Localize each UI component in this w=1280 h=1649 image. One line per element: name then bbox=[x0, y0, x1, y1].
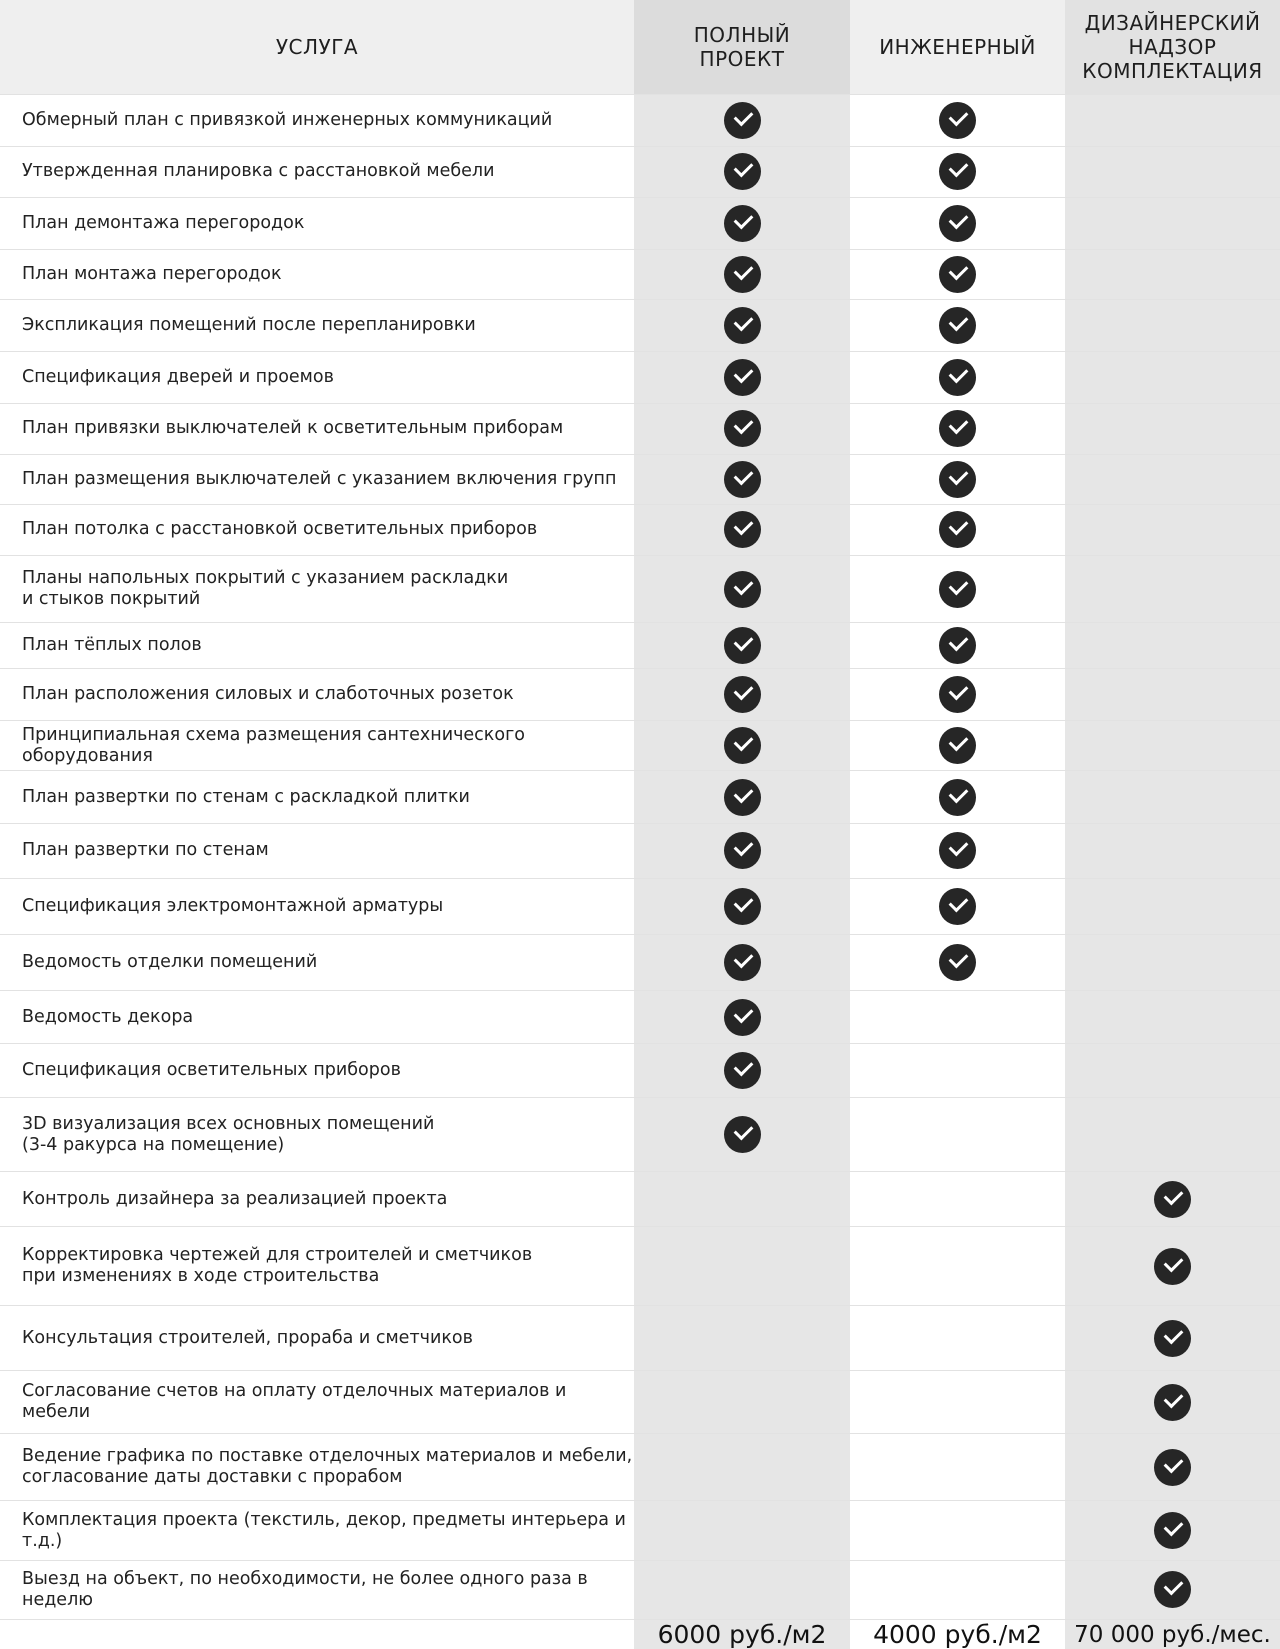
cell-engineering bbox=[850, 669, 1065, 721]
cell-full-project bbox=[634, 504, 850, 556]
cell-full-project bbox=[634, 622, 850, 668]
cell-full-project bbox=[634, 878, 850, 934]
cell-full-project bbox=[634, 249, 850, 300]
check-circle-icon bbox=[724, 102, 761, 139]
cell-supervision bbox=[1065, 771, 1280, 824]
cell-engineering bbox=[850, 146, 1065, 198]
table-row bbox=[0, 824, 1280, 879]
cell-full-project bbox=[634, 1227, 850, 1306]
cell-full-project bbox=[634, 556, 850, 623]
service-name-line2: согласование даты доставки с прорабом bbox=[22, 1467, 403, 1488]
service-name-cell bbox=[0, 1044, 634, 1098]
service-name-cell bbox=[0, 990, 634, 1044]
check-circle-icon bbox=[724, 888, 761, 925]
cell-full-project bbox=[634, 455, 850, 504]
service-name-line1: План развертки по стенам bbox=[22, 840, 269, 861]
check-circle-icon bbox=[939, 888, 976, 925]
table-row bbox=[0, 1501, 1280, 1560]
service-name-cell bbox=[0, 669, 634, 721]
check-circle-icon bbox=[939, 307, 976, 344]
cell-supervision bbox=[1065, 95, 1280, 147]
cell-full-project bbox=[634, 146, 850, 198]
price-full-project: 6000 руб./м2 bbox=[634, 1620, 850, 1649]
cell-supervision bbox=[1065, 1305, 1280, 1371]
cell-supervision bbox=[1065, 1501, 1280, 1560]
service-name-cell bbox=[0, 1305, 634, 1371]
service-name-line1: Согласование счетов на оплату отделочных материалов и мебели bbox=[22, 1381, 567, 1423]
check-circle-icon bbox=[939, 627, 976, 664]
cell-full-project bbox=[634, 990, 850, 1044]
cell-supervision bbox=[1065, 1560, 1280, 1619]
table-row bbox=[0, 934, 1280, 990]
service-name-cell bbox=[0, 720, 634, 771]
service-name-cell bbox=[0, 403, 634, 455]
check-circle-icon bbox=[939, 461, 976, 498]
cell-full-project bbox=[634, 771, 850, 824]
service-name-cell bbox=[0, 622, 634, 668]
cell-engineering bbox=[850, 1172, 1065, 1227]
cell-engineering bbox=[850, 1433, 1065, 1501]
check-circle-icon bbox=[724, 571, 761, 608]
table-row bbox=[0, 300, 1280, 352]
service-name-cell bbox=[0, 455, 634, 504]
cell-supervision bbox=[1065, 351, 1280, 403]
cell-engineering bbox=[850, 1371, 1065, 1433]
cell-full-project bbox=[634, 1433, 850, 1501]
price-row bbox=[0, 1620, 1280, 1649]
service-name-cell bbox=[0, 1371, 634, 1433]
service-rows bbox=[0, 95, 1280, 1620]
service-name-line1: 3D визуализация всех основных помещений bbox=[22, 1113, 435, 1134]
table-row bbox=[0, 878, 1280, 934]
check-circle-icon bbox=[724, 1116, 761, 1153]
column-header-engineering-label: ИНЖЕНЕРНЫЙ bbox=[879, 35, 1036, 59]
table-row bbox=[0, 146, 1280, 198]
cell-engineering bbox=[850, 455, 1065, 504]
cell-engineering bbox=[850, 1501, 1065, 1560]
cell-supervision bbox=[1065, 622, 1280, 668]
service-name-cell bbox=[0, 249, 634, 300]
service-name-cell bbox=[0, 504, 634, 556]
cell-full-project bbox=[634, 934, 850, 990]
column-header-full-project bbox=[634, 0, 850, 95]
table-row bbox=[0, 95, 1280, 147]
check-circle-icon bbox=[1154, 1181, 1191, 1218]
check-circle-icon bbox=[724, 511, 761, 548]
check-circle-icon bbox=[1154, 1449, 1191, 1486]
cell-engineering bbox=[850, 1560, 1065, 1619]
table-row bbox=[0, 771, 1280, 824]
column-header-engineering bbox=[850, 0, 1065, 95]
service-name-cell bbox=[0, 878, 634, 934]
cell-full-project bbox=[634, 1044, 850, 1098]
cell-supervision bbox=[1065, 300, 1280, 352]
table-row bbox=[0, 1227, 1280, 1306]
check-circle-icon bbox=[939, 256, 976, 293]
service-name-cell bbox=[0, 771, 634, 824]
service-name-cell bbox=[0, 1433, 634, 1501]
service-name-cell bbox=[0, 95, 634, 147]
service-name-cell bbox=[0, 1501, 634, 1560]
service-name-line1: Контроль дизайнера за реализацией проекта bbox=[22, 1188, 448, 1209]
column-header-supervision-line3: КОМПЛЕКТАЦИЯ bbox=[1082, 59, 1263, 83]
service-name-cell bbox=[0, 146, 634, 198]
table-row bbox=[0, 504, 1280, 556]
price-row-label-cell bbox=[0, 1620, 634, 1649]
service-name-line1: План потолка с расстановкой осветительных приборов bbox=[22, 519, 538, 540]
service-name-cell bbox=[0, 300, 634, 352]
cell-full-project bbox=[634, 198, 850, 250]
table-row bbox=[0, 1433, 1280, 1501]
check-circle-icon bbox=[724, 944, 761, 981]
cell-supervision bbox=[1065, 669, 1280, 721]
cell-supervision bbox=[1065, 403, 1280, 455]
service-name-line1: Комплектация проекта (текстиль, декор, предметы интерьера и т.д.) bbox=[22, 1509, 626, 1551]
cell-full-project bbox=[634, 669, 850, 721]
service-name-line1: Спецификация электромонтажной арматуры bbox=[22, 895, 444, 916]
cell-supervision bbox=[1065, 1172, 1280, 1227]
cell-supervision bbox=[1065, 1371, 1280, 1433]
service-name-line1: Спецификация дверей и проемов bbox=[22, 366, 334, 387]
check-circle-icon bbox=[724, 1052, 761, 1089]
service-name-line2: (3-4 ракурса на помещение) bbox=[22, 1134, 285, 1155]
cell-supervision bbox=[1065, 1433, 1280, 1501]
cell-engineering bbox=[850, 934, 1065, 990]
table-row bbox=[0, 990, 1280, 1044]
service-name-cell bbox=[0, 198, 634, 250]
check-circle-icon bbox=[939, 410, 976, 447]
service-name-cell bbox=[0, 1172, 634, 1227]
check-circle-icon bbox=[939, 102, 976, 139]
check-circle-icon bbox=[939, 571, 976, 608]
check-circle-icon bbox=[724, 676, 761, 713]
service-name-line1: Корректировка чертежей для строителей и сметчиков bbox=[22, 1245, 533, 1266]
cell-full-project bbox=[634, 403, 850, 455]
cell-supervision bbox=[1065, 146, 1280, 198]
check-circle-icon bbox=[1154, 1248, 1191, 1285]
service-name-line1: Утвержденная планировка с расстановкой мебели bbox=[22, 161, 495, 182]
table-row bbox=[0, 455, 1280, 504]
service-name-line1: Принципиальная схема размещения сантехнического оборудования bbox=[22, 724, 525, 766]
service-name-line1: Ведение графика по поставке отделочных материалов и мебели, bbox=[22, 1446, 633, 1467]
cell-engineering bbox=[850, 771, 1065, 824]
service-name-line1: План привязки выключателей к осветительным приборам bbox=[22, 418, 564, 439]
column-header-service bbox=[0, 0, 634, 95]
table-row bbox=[0, 249, 1280, 300]
cell-full-project bbox=[634, 824, 850, 879]
price-supervision: 70 000 руб./мес. bbox=[1065, 1620, 1280, 1649]
cell-supervision bbox=[1065, 504, 1280, 556]
table-row bbox=[0, 1172, 1280, 1227]
table-row bbox=[0, 403, 1280, 455]
check-circle-icon bbox=[939, 153, 976, 190]
cell-engineering bbox=[850, 198, 1065, 250]
check-circle-icon bbox=[724, 832, 761, 869]
check-circle-icon bbox=[724, 461, 761, 498]
cell-supervision bbox=[1065, 1044, 1280, 1098]
service-name-cell bbox=[0, 1227, 634, 1306]
cell-supervision bbox=[1065, 249, 1280, 300]
check-circle-icon bbox=[724, 307, 761, 344]
check-circle-icon bbox=[1154, 1384, 1191, 1421]
check-circle-icon bbox=[1154, 1320, 1191, 1357]
cell-engineering bbox=[850, 824, 1065, 879]
cell-full-project bbox=[634, 1560, 850, 1619]
cell-supervision bbox=[1065, 556, 1280, 623]
column-header-supervision bbox=[1065, 0, 1280, 95]
table-row bbox=[0, 720, 1280, 771]
check-circle-icon bbox=[939, 727, 976, 764]
table-row bbox=[0, 1098, 1280, 1172]
table-row bbox=[0, 669, 1280, 721]
service-name-line1: Ведомость декора bbox=[22, 1006, 194, 1027]
column-header-service-label: УСЛУГА bbox=[275, 35, 359, 59]
table-row bbox=[0, 351, 1280, 403]
service-name-cell bbox=[0, 824, 634, 879]
column-header-supervision-line2: НАДЗОР bbox=[1128, 35, 1217, 59]
cell-full-project bbox=[634, 1172, 850, 1227]
check-circle-icon bbox=[724, 410, 761, 447]
service-name-line2: при изменениях в ходе строительства bbox=[22, 1266, 380, 1287]
price-engineering: 4000 руб./м2 bbox=[850, 1620, 1065, 1649]
check-circle-icon bbox=[1154, 1571, 1191, 1608]
service-name-line1: План развертки по стенам с раскладкой плитки bbox=[22, 786, 470, 807]
service-name-line1: Консультация строителей, прораба и сметчиков bbox=[22, 1327, 473, 1348]
service-name-line1: План монтажа перегородок bbox=[22, 264, 282, 285]
cell-engineering bbox=[850, 622, 1065, 668]
service-name-line1: План расположения силовых и слаботочных розеток bbox=[22, 683, 514, 704]
service-name-line1: План тёплых полов bbox=[22, 635, 202, 656]
service-name-line1: Ведомость отделки помещений bbox=[22, 951, 318, 972]
cell-engineering bbox=[850, 300, 1065, 352]
service-name-cell bbox=[0, 556, 634, 623]
table-header-row bbox=[0, 0, 1280, 95]
check-circle-icon bbox=[939, 676, 976, 713]
cell-engineering bbox=[850, 556, 1065, 623]
cell-supervision bbox=[1065, 720, 1280, 771]
service-name-line1: Спецификация осветительных приборов bbox=[22, 1060, 401, 1081]
cell-engineering bbox=[850, 1305, 1065, 1371]
service-name-line1: Планы напольных покрытий с указанием раскладки bbox=[22, 568, 509, 589]
service-name-line1: Обмерный план с привязкой инженерных коммуникаций bbox=[22, 109, 553, 130]
service-name-line1: План демонтажа перегородок bbox=[22, 213, 305, 234]
table-row bbox=[0, 1560, 1280, 1619]
check-circle-icon bbox=[724, 727, 761, 764]
cell-engineering bbox=[850, 403, 1065, 455]
check-circle-icon bbox=[724, 779, 761, 816]
table-row bbox=[0, 198, 1280, 250]
cell-supervision bbox=[1065, 1227, 1280, 1306]
cell-engineering bbox=[850, 1044, 1065, 1098]
service-name-cell bbox=[0, 351, 634, 403]
cell-supervision bbox=[1065, 455, 1280, 504]
table-row bbox=[0, 556, 1280, 623]
cell-engineering bbox=[850, 249, 1065, 300]
service-name-cell bbox=[0, 1098, 634, 1172]
check-circle-icon bbox=[939, 359, 976, 396]
cell-full-project bbox=[634, 1098, 850, 1172]
check-circle-icon bbox=[724, 256, 761, 293]
service-name-cell bbox=[0, 1560, 634, 1619]
table-row bbox=[0, 622, 1280, 668]
cell-full-project bbox=[634, 1371, 850, 1433]
cell-full-project bbox=[634, 720, 850, 771]
cell-supervision bbox=[1065, 1098, 1280, 1172]
cell-full-project bbox=[634, 300, 850, 352]
service-name-cell bbox=[0, 934, 634, 990]
cell-engineering bbox=[850, 95, 1065, 147]
check-circle-icon bbox=[724, 627, 761, 664]
cell-full-project bbox=[634, 1501, 850, 1560]
cell-engineering bbox=[850, 990, 1065, 1044]
cell-engineering bbox=[850, 1227, 1065, 1306]
cell-engineering bbox=[850, 1098, 1065, 1172]
cell-supervision bbox=[1065, 934, 1280, 990]
service-name-line1: Экспликация помещений после перепланировки bbox=[22, 315, 476, 336]
cell-full-project bbox=[634, 95, 850, 147]
table-row bbox=[0, 1044, 1280, 1098]
check-circle-icon bbox=[939, 944, 976, 981]
cell-engineering bbox=[850, 878, 1065, 934]
check-circle-icon bbox=[724, 153, 761, 190]
check-circle-icon bbox=[939, 511, 976, 548]
cell-supervision bbox=[1065, 198, 1280, 250]
column-header-supervision-line1: ДИЗАЙНЕРСКИЙ bbox=[1084, 11, 1261, 35]
cell-engineering bbox=[850, 720, 1065, 771]
column-header-full-line2: ПРОЕКТ bbox=[699, 47, 785, 71]
table-row bbox=[0, 1371, 1280, 1433]
service-name-line2: и стыков покрытий bbox=[22, 589, 201, 610]
check-circle-icon bbox=[1154, 1512, 1191, 1549]
check-circle-icon bbox=[939, 205, 976, 242]
cell-supervision bbox=[1065, 990, 1280, 1044]
check-circle-icon bbox=[724, 205, 761, 242]
cell-full-project bbox=[634, 1305, 850, 1371]
cell-supervision bbox=[1065, 878, 1280, 934]
check-circle-icon bbox=[939, 779, 976, 816]
cell-full-project bbox=[634, 351, 850, 403]
cell-engineering bbox=[850, 351, 1065, 403]
service-name-line1: Выезд на объект, по необходимости, не более одного раза в неделю bbox=[22, 1568, 588, 1610]
service-name-line1: План размещения выключателей с указанием включения групп bbox=[22, 468, 617, 489]
check-circle-icon bbox=[724, 359, 761, 396]
check-circle-icon bbox=[939, 832, 976, 869]
cell-supervision bbox=[1065, 824, 1280, 879]
table-row bbox=[0, 1305, 1280, 1371]
cell-engineering bbox=[850, 504, 1065, 556]
check-circle-icon bbox=[724, 999, 761, 1036]
column-header-full-line1: ПОЛНЫЙ bbox=[693, 23, 791, 47]
